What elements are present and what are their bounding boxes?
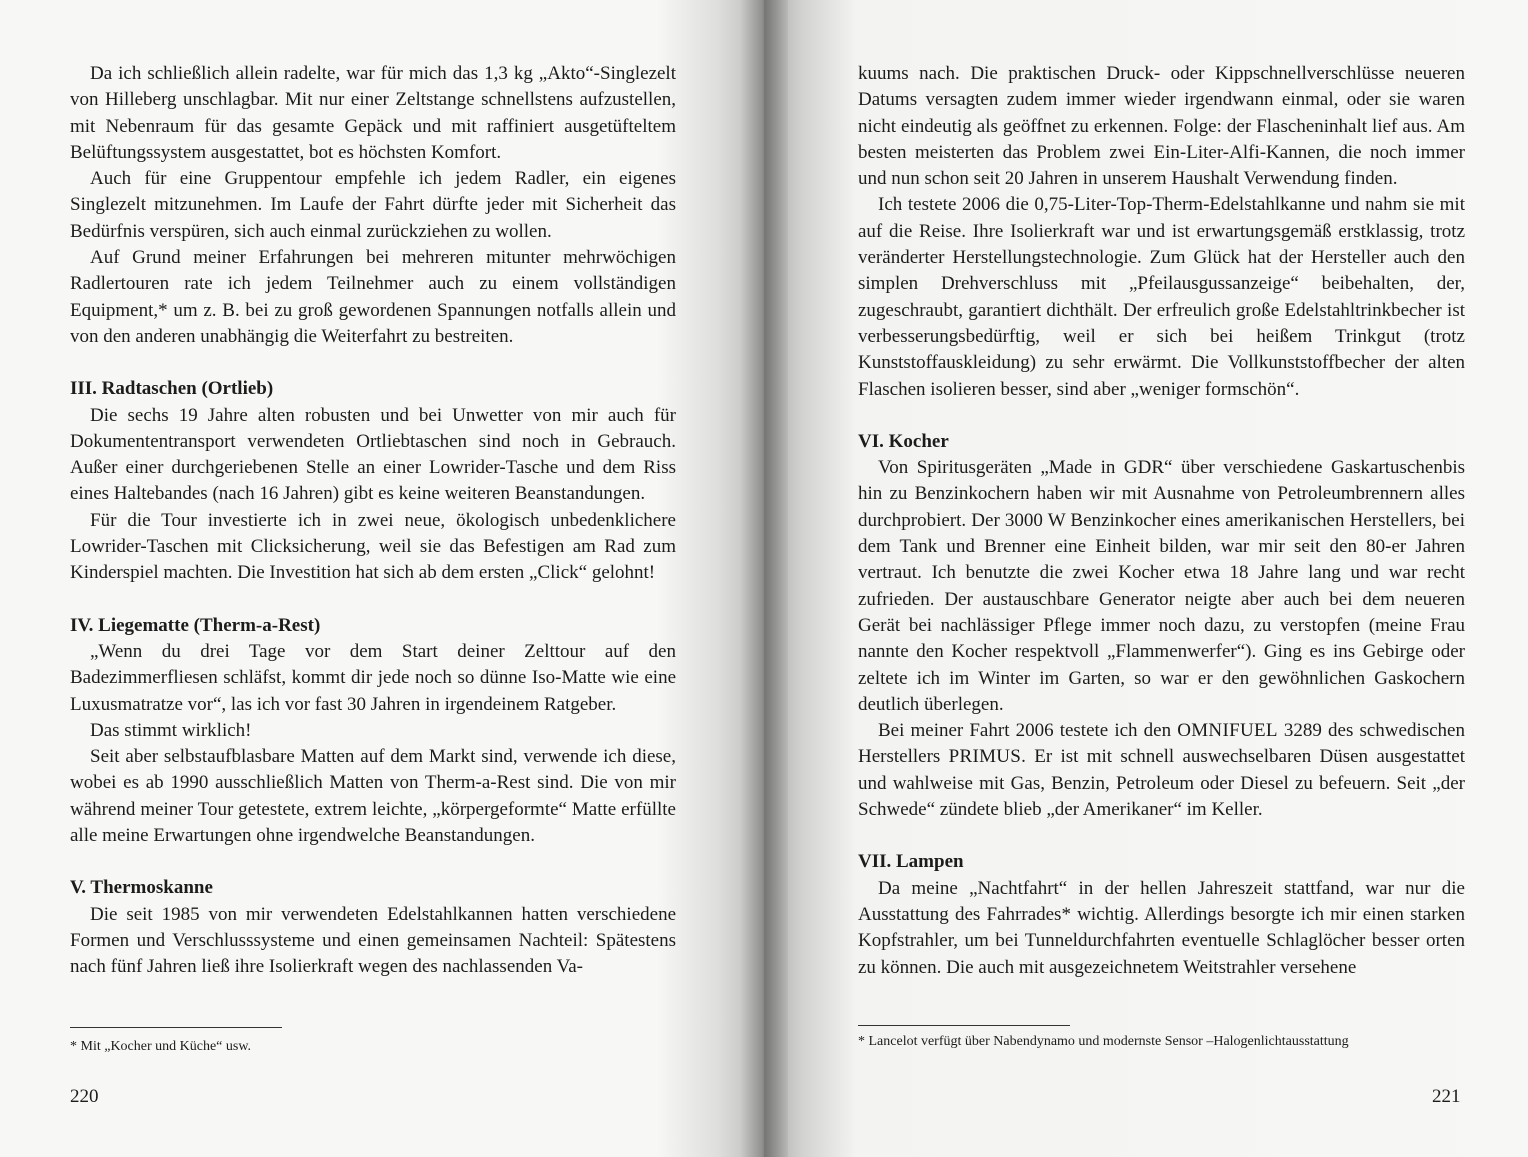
paragraph: Für die Tour investierte ich in zwei neue, ökologisch unbedenklichere Lowrider-Taschen mit Clicksicherung, weil sie das Befestigen am Rad zum Kinderspiel machten. Die Investition hat sich ab dem ersten „Click“ gelohnt! [70, 509, 676, 584]
paragraph: Von Spiritusgeräten „Made in GDR“ über verschiedene Gaskartuschenbis hin zu Benzinkochern haben wir mit Ausnahme von Petroleumbrennern alles durchprobiert. Der 3000 W Benzinkocher eines amerikanischen Herstellers, bei dem Tank und Brenner eine Einheit bilden, war mir seit den 80-er Jahren vertraut. Ich benutzte die zwei Kocher etwa 18 Jahre lang und war recht zufrieden. Der austauschbare Generator neigte aber auch bei dem neueren Gerät bei nachlässiger Pflege immer noch dazu, zu verstopfen (meine Frau nannte den Kocher respektvoll „Flammenwerfer“). Ging es ins Gebirge oder zeltete ich im Winter im Garten, so war er den gewöhnlichen Gaskochern deutlich überlegen. [858, 457, 1465, 715]
paragraph: kuums nach. Die praktischen Druck- oder Kippschnellverschlüsse neueren Datums versagten zudem immer wieder irgendwann einmal, oder sie waren nicht eindeutig als geöffnet zu erkennen. Folge: der Flascheninhalt lief aus. Am besten meisterten das Problem zwei Ein-Liter-Alfi-Kannen, die noch immer und nun schon seit 20 Jahren in unserem Haushalt Verwendung finden. [858, 63, 1465, 190]
text-run: 3289 des schwedischen Herstellers [858, 720, 1465, 768]
page-number: 221 [1432, 1086, 1461, 1107]
brand-name: OMNIFUEL [1177, 720, 1278, 742]
paragraph: Da meine „Nachtfahrt“ in der hellen Jahreszeit stattfand, war nur die Ausstattung des Fahrrades* wichtig. Allerdings besorgte ich mir einen starken Kopfstrahler, um bei Tunneldurchfahrten eventuelle Schlaglöcher besser orten zu können. Die auch mit ausgezeichnetem Weitstrahler versehene [858, 877, 1465, 978]
section-heading: VI. Kocher [858, 430, 949, 452]
text-run: Bei meiner Fahrt 2006 testete ich den [878, 720, 1178, 742]
paragraph [858, 718, 1465, 823]
brand-name: PRIMUS [948, 746, 1022, 768]
paragraph: Da ich schließlich allein radelte, war für mich das 1,3 kg „Akto“-Singlezelt von Hilleberg unschlagbar. Mit nur einer Zeltstange schnellstens aufzustellen, mit Nebenraum für das gesamte Gepäck und mit raffiniert ausgetüfteltem Belüftungssystem ausgestattet, bot es höchsten Komfort. [70, 63, 676, 163]
paragraph: Die seit 1985 von mir verwendeten Edelstahlkannen hatten verschiedene Formen und Verschlusssysteme und einen gemeinsamen Nachteil: Spätestens nach fünf Jahren ließ ihre Isolierkraft wegen des nachlassenden Va- [70, 903, 676, 978]
text-run: . Er ist mit schnell auswechselbaren Düsen ausgestattet und wahlweise mit Gas, Benzin, Petroleum oder Diesel zu befeuern. Seit „der Schwede“ zündete blieb „der Amerikaner“ im Keller. [858, 746, 1465, 821]
footnote: * Mit „Kocher und Küche“ usw. [70, 1039, 252, 1054]
paragraph: Seit aber selbstaufblasbare Matten auf dem Markt sind, verwende ich diese, wobei es ab 1990 ausschließlich Matten von Therm-a-Rest sind. Die von mir während meiner Tour getestete, extrem leichte, „körpergeformte“ Matte erfüllte alle meine Erwartungen ohne irgendwelche Beanstandungen. [70, 746, 676, 847]
section-heading: III. Radtaschen (Ortlieb) [70, 378, 274, 400]
section-heading: IV. Liegematte (Therm-a-Rest) [70, 614, 321, 636]
right-page [764, 0, 1528, 1157]
section-heading: V. Thermoskanne [70, 877, 213, 899]
footnote-rule [70, 1027, 282, 1028]
paragraph: Die sechs 19 Jahre alten robusten und bei Unwetter von mir auch für Dokumententransport verwendeten Ortliebtaschen sind noch in Gebrauch. Außer einer durchgeriebenen Stelle an einer Lowrider-Tasche und dem Riss eines Haltebandes (nach 16 Jahren) gibt es keine weiteren Beanstandungen. [70, 404, 676, 505]
paragraph: „Wenn du drei Tage vor dem Start deiner Zelttour auf den Badezimmerfliesen schläfst, kommt dir jede noch so dünne Iso-Matte wie eine Luxusmatratze vor“, las ich vor fast 30 Jahren in irgendeinem Ratgeber. [70, 640, 676, 715]
section-heading: VII. Lampen [858, 851, 964, 873]
right-page-text [858, 61, 1465, 981]
page-number: 220 [70, 1086, 99, 1107]
paragraph: Ich testete 2006 die 0,75-Liter-Top-Therm-Edelstahlkanne und nahm sie mit auf die Reise. Ihre Isolierkraft war und ist erwartungsgemäß erstklassig, trotz veränderter Herstellungstechnologie. Zum Glück hat der Hersteller auch den simplen Drehverschluss mit „Pfeilausgussanzeige“ beibehalten, der, zugeschraubt, garantiert dichthält. Der erfreulich große Edelstahltrinkbecher ist verbesserungsbedürftig, weil er sich bei heißem Trinkgut (trotz Kunststoffauskleidung) zu sehr erwärmt. Die Vollkunststoffbecher der alten Flaschen isolieren besser, sind aber „weniger formschön“. [858, 194, 1465, 400]
footnote: * Lancelot verfügt über Nabendynamo und modernste Sensor –Halogenlichtausstattung [858, 1034, 1349, 1049]
paragraph: Das stimmt wirklich! [90, 719, 252, 741]
footnote-rule [858, 1025, 1070, 1026]
paragraph: Auf Grund meiner Erfahrungen bei mehreren mitunter mehrwöchigen Radlertouren rate ich jedem Teilnehmer auch zu einem vollständigen Equipment,* um z. B. bei zu groß gewordenen Spannungen notfalls allein und von den anderen unabhängig die Weiterfahrt zu bestreiten. [70, 247, 676, 347]
left-page-text [70, 61, 676, 981]
paragraph: Auch für eine Gruppentour empfehle ich jedem Radler, ein eigenes Singlezelt mitzunehmen. Im Laufe der Fahrt dürfte jeder mit Sicherheit das Bedürfnis verspüren, sich auch einmal zurückziehen zu wollen. [70, 168, 676, 242]
